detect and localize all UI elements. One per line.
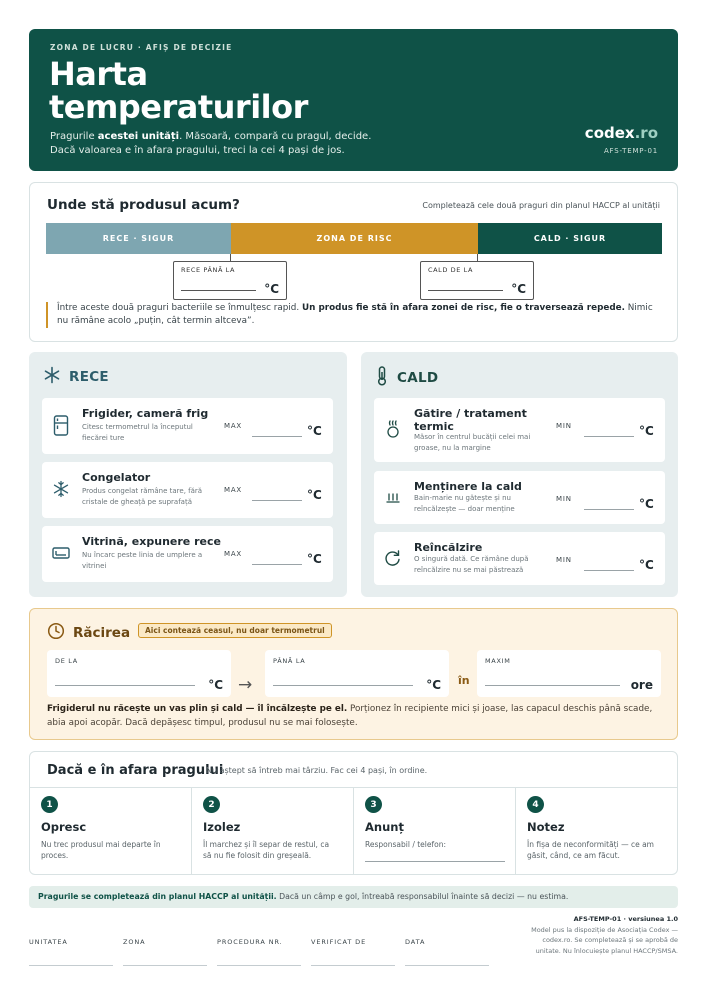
hot-threshold-line xyxy=(428,290,503,291)
bain-marie-icon xyxy=(384,486,402,508)
cooling-tag: Aici contează ceasul, nu doar termometrul xyxy=(138,623,332,638)
cooling-to-line xyxy=(273,685,413,686)
cooking-min-label: MIN xyxy=(556,422,572,430)
step-text: Responsabil / telefon: xyxy=(365,840,446,849)
cooling-to-label: PÂNĂ LA xyxy=(273,657,306,665)
cold-threshold-label: RECE PÂNĂ LA xyxy=(181,266,236,274)
field-line xyxy=(405,965,489,966)
fridge-unit: °C xyxy=(307,424,322,438)
fridge-max-input[interactable] xyxy=(252,436,302,437)
hot-panel xyxy=(361,352,678,597)
arrow-right-icon: → xyxy=(238,675,253,695)
freezer-name: Congelator xyxy=(82,471,151,484)
cooling-to-unit: °C xyxy=(426,678,441,692)
display-max-input[interactable] xyxy=(252,564,302,565)
cooking-name-line-2: termic xyxy=(414,420,454,433)
cold-threshold-line xyxy=(181,290,256,291)
field-line xyxy=(217,965,301,966)
field-label: PROCEDURA NR. xyxy=(217,938,283,946)
cold-threshold-unit: °C xyxy=(264,282,279,296)
cooking-desc: Măsor în centrul bucății celei mai groase, nu la margine xyxy=(414,433,531,452)
fridge-max-label: MAX xyxy=(224,422,243,430)
cooling-body-bold: Frigiderul nu răcește un vas plin și cald — îl încălzește pe el. xyxy=(47,704,348,714)
cold-item-freezer xyxy=(42,462,333,518)
reheat-min-input[interactable] xyxy=(584,570,634,571)
cooking-unit: °C xyxy=(639,424,654,438)
cooling-time-unit: ore xyxy=(630,678,653,692)
hot-threshold-field[interactable] xyxy=(420,261,534,300)
cold-threshold-field[interactable] xyxy=(173,261,287,300)
cooling-from-unit: °C xyxy=(208,678,223,692)
footer-note xyxy=(29,886,678,908)
header-kicker: ZONA DE LUCRU · AFIȘ DE DECIZIE xyxy=(50,43,233,52)
zones-body-a: Între aceste două praguri bacteriile se înmulțesc rapid. xyxy=(57,303,302,313)
temperature-zones-card xyxy=(29,182,678,342)
cooking-name xyxy=(414,407,527,433)
hot-item-holding xyxy=(374,471,665,524)
zone-hot-safe: CALD · SIGUR xyxy=(478,223,662,254)
freezer-unit: °C xyxy=(307,488,322,502)
intro-line-2: Dacă valoarea e în afara pragului, treci la cei 4 pași de jos. xyxy=(50,145,345,156)
step-heading: Opresc xyxy=(41,820,87,834)
cooling-section xyxy=(29,608,678,740)
step-text: Nu trec produsul mai departe în proces. xyxy=(41,840,161,860)
freezer-snowflake-icon xyxy=(52,478,70,500)
holding-unit: °C xyxy=(639,497,654,511)
fridge-desc: Citesc termometrul la începutul fiecărei ture xyxy=(82,423,193,442)
holding-desc: Bain-marie nu gătește și nu reîncălzește — doar menține xyxy=(414,494,515,513)
cooling-in-word: în xyxy=(458,674,470,687)
field-line xyxy=(29,965,113,966)
brand-name: codex xyxy=(584,124,635,142)
cold-panel xyxy=(29,352,347,597)
freezer-max-input[interactable] xyxy=(252,500,302,501)
cold-panel-header xyxy=(43,366,109,388)
cooling-max-line xyxy=(485,685,620,686)
hot-item-cooking xyxy=(374,398,665,462)
field-verified-by[interactable] xyxy=(311,938,395,966)
holding-min-label: MIN xyxy=(556,495,572,503)
field-procedure[interactable] xyxy=(217,938,301,966)
document-code: AFS-TEMP-01 xyxy=(603,147,658,155)
step-number: 4 xyxy=(527,796,544,813)
out-of-range-steps xyxy=(29,751,678,875)
brand-tld: .ro xyxy=(634,124,658,142)
cooling-to-field[interactable] xyxy=(265,650,449,697)
reheat-name: Reîncălzire xyxy=(414,541,483,554)
step-heading: Anunț xyxy=(365,820,404,834)
display-case-icon xyxy=(52,542,70,564)
step-heading: Izolez xyxy=(203,820,241,834)
step-text: Îl marchez și îl separ de restul, ca să nu fie folosit din greșeală. xyxy=(203,840,330,860)
footer-note-bold: Pragurile se completează din planul HACCP al unității. xyxy=(38,892,277,901)
holding-min-input[interactable] xyxy=(584,509,634,510)
step-notify xyxy=(354,788,516,874)
display-name: Vitrină, expunere rece xyxy=(82,535,221,548)
zones-body-bold: Un produs fie stă în afara zonei de risc, fie o traversează repede. xyxy=(302,303,625,313)
version-info xyxy=(518,914,678,956)
cooling-from-field[interactable] xyxy=(47,650,231,697)
field-unit[interactable] xyxy=(29,938,113,966)
field-line xyxy=(311,965,395,966)
clock-icon xyxy=(47,622,65,644)
cooling-max-label: MAXIM xyxy=(485,657,511,665)
zones-explanation xyxy=(46,302,656,328)
cooking-pot-icon xyxy=(384,418,402,440)
cooling-title: Răcirea xyxy=(73,625,131,641)
display-unit: °C xyxy=(307,552,322,566)
cold-panel-title: RECE xyxy=(69,369,109,385)
zone-cold-safe: RECE · SIGUR xyxy=(46,223,231,254)
display-max-label: MAX xyxy=(224,550,243,558)
cold-item-fridge xyxy=(42,398,333,454)
field-label: VERIFICAT DE xyxy=(311,938,367,946)
cold-item-display xyxy=(42,526,333,582)
step-stop xyxy=(30,788,192,874)
steps-subtitle: Nu aștept să întreb mai târziu. Fac cei 4 pași, în ordine. xyxy=(206,766,428,775)
cooling-body-rest: Porționez în recipiente mici și joase, las capacul deschis până scade, abia apoi acopăr. Dacă depășesc timpul, produsul nu se mai folosește. xyxy=(47,704,653,728)
hot-panel-header xyxy=(375,366,438,390)
hot-item-reheat xyxy=(374,532,665,585)
zones-body-b: Nimic nu rămâne acolo „puțin, cât termin altceva”. xyxy=(57,303,653,326)
fridge-name: Frigider, cameră frig xyxy=(82,407,209,420)
page-title xyxy=(49,55,308,126)
step-number: 1 xyxy=(41,796,58,813)
version-label: AFS-TEMP-01 · versiunea 1.0 xyxy=(573,915,678,923)
reheat-desc: O singură dată. Ce rămâne după reîncălzire nu se mai păstrează xyxy=(414,555,529,574)
step-heading: Notez xyxy=(527,820,565,834)
cooling-explanation xyxy=(47,703,662,730)
zones-note: Completează cele două praguri din planul HACCP al unității xyxy=(422,201,660,210)
title-line-1: Harta xyxy=(49,55,148,93)
cooling-from-label: DE LA xyxy=(55,657,78,665)
intro-text-a: Pragurile xyxy=(50,131,98,142)
steps-title: Dacă e în afara pragului xyxy=(47,763,224,778)
display-desc: Nu încarc peste linia de umplere a vitrinei xyxy=(82,551,203,570)
field-label: UNITATEA xyxy=(29,938,68,946)
hot-panel-title: CALD xyxy=(397,370,439,386)
cooling-header xyxy=(47,622,130,644)
holding-name: Menținere la cald xyxy=(414,480,522,493)
hot-threshold-label: CALD DE LA xyxy=(428,266,474,274)
zones-title: Unde stă produsul acum? xyxy=(47,197,240,213)
reheat-arrow-icon xyxy=(384,547,402,569)
step-record xyxy=(516,788,677,874)
cooking-min-input[interactable] xyxy=(584,436,634,437)
steps-grid xyxy=(30,787,677,874)
cooking-name-line-1: Gătire / tratament xyxy=(414,407,527,420)
reheat-unit: °C xyxy=(639,558,654,572)
step-number: 3 xyxy=(365,796,382,813)
snowflake-icon xyxy=(43,366,61,388)
field-label: ZONA xyxy=(123,938,146,946)
footer-note-rest: Dacă un câmp e gol, întreabă responsabilul înainte să decizi — nu estima. xyxy=(276,892,569,901)
brand-logo xyxy=(585,124,658,142)
intro-text-b: . Măsoară, compară cu pragul, decide. xyxy=(179,131,372,142)
step-isolate xyxy=(192,788,354,874)
thermometer-icon xyxy=(375,366,389,390)
field-zone[interactable] xyxy=(123,938,207,966)
step-number: 2 xyxy=(203,796,220,813)
cooling-from-line xyxy=(55,685,195,686)
fridge-icon xyxy=(52,414,70,436)
cooling-max-time-field[interactable] xyxy=(477,650,661,697)
field-line xyxy=(123,965,207,966)
zone-risk: ZONA DE RISC xyxy=(231,223,478,254)
intro-bold: acestei unități xyxy=(97,131,180,142)
freezer-max-label: MAX xyxy=(224,486,243,494)
reheat-min-label: MIN xyxy=(556,556,572,564)
field-label: DATA xyxy=(405,938,426,946)
page-header xyxy=(29,29,678,171)
step-text: În fișa de neconformități — ce am găsit, când, ce am făcut. xyxy=(527,840,654,860)
version-disclaimer: Model pus la dispoziție de Asociația Codex — codex.ro. Se completează și se aprobă de unitate. Nu înlocuiește planul HACCP/SMSA. xyxy=(531,925,678,955)
field-date[interactable] xyxy=(405,938,489,966)
freezer-desc: Produs congelat rămâne tare, fără cristale de gheață pe suprafață xyxy=(82,487,203,506)
responsible-phone-input[interactable] xyxy=(365,861,505,862)
hot-threshold-unit: °C xyxy=(511,282,526,296)
title-line-2: temperaturilor xyxy=(49,88,308,126)
header-intro xyxy=(50,130,470,158)
